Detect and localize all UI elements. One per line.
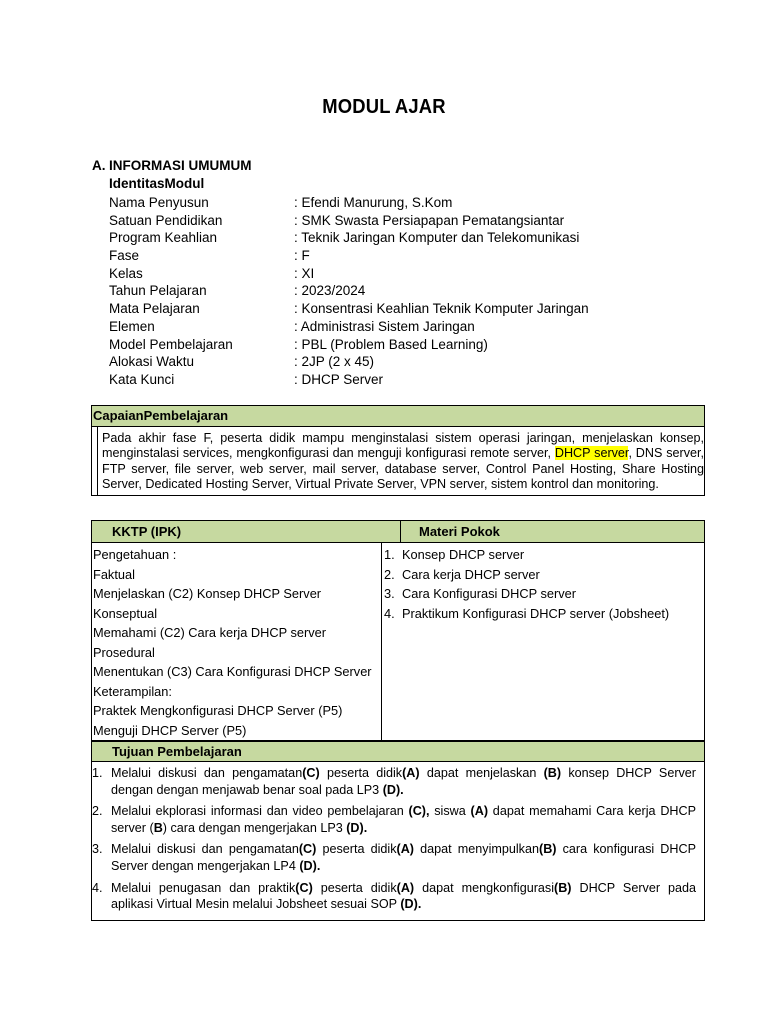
identitas-row: [109, 212, 709, 230]
identitas-row: [109, 247, 709, 265]
section-number: A.: [92, 158, 106, 173]
identitas-value: : Konsentrasi Keahlian Teknik Komputer Jaringan: [294, 301, 589, 317]
kktp-line: Konseptual: [93, 605, 158, 621]
tujuan-item: [92, 765, 696, 798]
kktp-line: Prosedural: [93, 644, 155, 660]
identitas-label: Program Keahlian: [109, 230, 218, 246]
kktp-line: Pengetahuan :: [93, 547, 177, 562]
identitas-row: [109, 265, 709, 283]
materi-item: [382, 584, 704, 604]
materi-pokok-list: [382, 543, 704, 740]
identitas-label: Tahun Pelajaran: [109, 283, 207, 299]
kktp-header-right: Materi Pokok: [419, 524, 500, 539]
tujuan-text-segment: (C): [295, 880, 313, 895]
materi-number: 4.: [384, 605, 395, 621]
identitas-heading: IdentitasModul: [109, 176, 205, 191]
tujuan-text-segment: (C): [302, 766, 320, 780]
identitas-label: Alokasi Waktu: [109, 354, 195, 370]
identitas-row: [109, 318, 709, 336]
identitas-label: Elemen: [109, 318, 155, 334]
tujuan-text-segment: peserta didik: [316, 842, 397, 857]
identitas-label: Fase: [109, 248, 140, 264]
tujuan-text-segment: (A): [396, 842, 414, 857]
materi-text: Praktikum Konfigurasi DHCP server (Jobsheet): [402, 605, 670, 621]
tujuan-text-segment: (D).: [299, 858, 321, 873]
tujuan-text-segment: peserta didik: [319, 766, 403, 780]
identitas-label: Kata Kunci: [109, 371, 175, 387]
tujuan-text-segment: (C),: [408, 804, 430, 819]
tujuan-text-segment: konsep DHCP Server dengan dengan menjawab benar soal pada LP3: [111, 766, 697, 797]
tujuan-text-segment: siswa: [429, 804, 471, 819]
identitas-row: [109, 300, 709, 318]
tujuan-text-segment: Melalui diskusi dan pengamatan: [111, 766, 303, 780]
identitas-label: Model Pembelajaran: [109, 336, 233, 352]
tujuan-text-segment: cara konfigurasi DHCP Server dengan mengerjakan LP4: [111, 842, 696, 873]
tujuan-text-segment: (D).: [346, 820, 368, 835]
tujuan-text-segment: Melalui ekplorasi informasi dan video pembelajaran: [111, 804, 409, 819]
tujuan-text-segment: dapat menyimpulkan: [414, 842, 539, 857]
kktp-line: Menguji DHCP Server (P5): [93, 722, 247, 738]
tujuan-text: [111, 803, 696, 836]
materi-item: [382, 545, 704, 565]
identitas-row: [109, 194, 709, 212]
capaian-text-before: Pada akhir fase F, peserta didik mampu menginstalasi sistem operasi jaringan, menjelaskan konsep, menginstalasi services, mengkonfigurasi dan menguji konfigurasi remote server,: [102, 431, 704, 461]
capaian-text-after: , DNS server, FTP server, file server, web server, mail server, database server, Control Panel Hosting, Share Hosting Server, Dedicated Hosting Server, Virtual Private Server, VPN server, sistem kontrol dan monitoring.: [102, 446, 705, 492]
tujuan-text-segment: (A): [402, 766, 420, 780]
kktp-body: [92, 543, 704, 740]
tujuan-item: [92, 880, 696, 913]
tujuan-number: 3.: [92, 842, 103, 857]
materi-number: 2.: [384, 566, 395, 582]
materi-number: 1.: [384, 547, 395, 562]
section-a-heading: [92, 158, 251, 173]
identitas-value: : DHCP Server: [294, 371, 384, 387]
identitas-label: Mata Pelajaran: [109, 301, 200, 317]
tujuan-text-segment: (B): [539, 842, 557, 857]
tujuan-item: [92, 841, 696, 874]
identitas-row: [109, 282, 709, 300]
tujuan-number: 2.: [92, 804, 103, 819]
identitas-value: : Teknik Jaringan Komputer dan Telekomunikasi: [294, 230, 580, 246]
identitas-row: [109, 371, 709, 389]
materi-text: Cara kerja DHCP server: [402, 566, 540, 582]
capaian-highlight: DHCP server: [554, 446, 629, 461]
identitas-value: : Administrasi Sistem Jaringan: [294, 318, 475, 334]
tujuan-text-segment: ) cara dengan mengerjakan LP3: [162, 820, 347, 835]
tujuan-text-segment: dapat menjelaskan: [419, 766, 544, 780]
tujuan-text-segment: B: [153, 820, 163, 835]
kktp-line: Menjelaskan (C2) Konsep DHCP Server: [93, 586, 322, 601]
tujuan-number: 4.: [92, 880, 103, 895]
identitas-row: [109, 229, 709, 247]
materi-item: [382, 565, 704, 585]
tujuan-text: [111, 841, 696, 874]
identitas-value: : Efendi Manurung, S.Kom: [294, 195, 453, 210]
kktp-line: Memahami (C2) Cara kerja DHCP server: [93, 625, 327, 640]
tujuan-text-segment: (D).: [400, 897, 422, 912]
tujuan-heading: Tujuan Pembelajaran: [92, 742, 704, 762]
materi-text: Konsep DHCP server: [402, 547, 525, 562]
tujuan-text-segment: (A): [396, 880, 415, 895]
capaian-heading: CapaianPembelajaran: [92, 406, 704, 427]
capaian-text: [97, 427, 704, 495]
kktp-line: Faktual: [93, 566, 135, 582]
capaian-box: [91, 405, 705, 496]
page-title: MODUL AJAR: [322, 96, 446, 118]
kktp-line: Keterampilan:: [93, 683, 172, 699]
identitas-list: [109, 194, 709, 389]
tujuan-number: 1.: [92, 766, 103, 780]
identitas-value: : XI: [294, 265, 315, 281]
tujuan-text-segment: dapat memahami Cara kerja DHCP server (: [111, 804, 697, 835]
identitas-value: : 2023/2024: [294, 283, 366, 299]
materi-text: Cara Konfigurasi DHCP server: [402, 586, 577, 601]
identitas-label: Kelas: [109, 265, 143, 281]
kktp-table: [91, 520, 705, 741]
tujuan-text-segment: (D).: [382, 782, 404, 797]
identitas-row: [109, 336, 709, 354]
identitas-value: : F: [294, 248, 310, 264]
tujuan-text-segment: Melalui penugasan dan praktik: [111, 880, 296, 895]
materi-number: 3.: [384, 586, 395, 601]
kktp-header-left: KKTP (IPK): [92, 521, 401, 542]
identitas-value: : PBL (Problem Based Learning): [294, 336, 488, 352]
identitas-label: Nama Penyusun: [109, 195, 209, 210]
kktp-header: [92, 521, 704, 543]
identitas-value: : SMK Swasta Persiapapan Pematangsiantar: [294, 212, 565, 228]
tujuan-text-segment: dapat mengkonfigurasi: [414, 880, 555, 895]
tujuan-text: [111, 765, 696, 798]
identitas-value: : 2JP (2 x 45): [294, 354, 375, 370]
identitas-row: [109, 353, 709, 371]
kktp-line: Praktek Mengkonfigurasi DHCP Server (P5): [93, 703, 343, 718]
tujuan-item: [92, 803, 696, 836]
tujuan-text-segment: peserta didik: [312, 880, 397, 895]
materi-item: [382, 604, 704, 624]
section-label: INFORMASI UMUMUM: [109, 158, 252, 173]
kktp-line: Menentukan (C3) Cara Konfigurasi DHCP Server: [93, 664, 372, 679]
tujuan-box: [91, 741, 705, 921]
identitas-label: Satuan Pendidikan: [109, 212, 223, 228]
tujuan-list: [92, 762, 704, 920]
tujuan-text-segment: Melalui diskusi dan pengamatan: [111, 842, 299, 857]
kktp-left-column: [92, 543, 382, 740]
tujuan-text-segment: (A): [470, 804, 489, 819]
tujuan-text-segment: (C): [298, 842, 317, 857]
tujuan-text: [111, 880, 696, 913]
tujuan-text-segment: (B): [554, 880, 572, 895]
tujuan-text-segment: DHCP Server pada aplikasi Virtual Mesin melalui Jobsheet sesuai SOP: [111, 880, 697, 912]
tujuan-text-segment: (B): [543, 766, 562, 780]
